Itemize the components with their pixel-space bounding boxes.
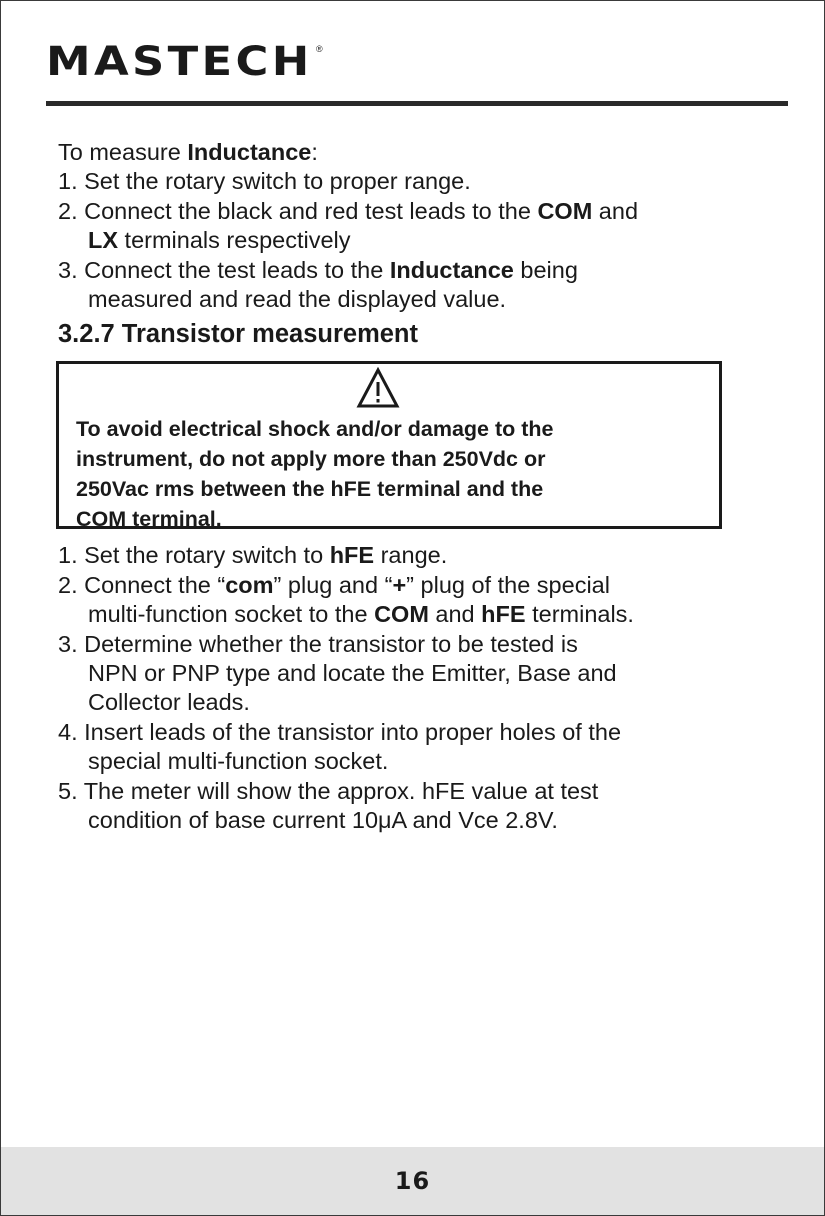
step-text: terminals.	[525, 601, 634, 628]
registered-mark: ®	[316, 44, 323, 54]
step-text: 3. Connect the test leads to the	[58, 256, 390, 283]
step-text: and	[428, 601, 482, 628]
step-bold: COM	[537, 197, 593, 224]
step-bold: com	[225, 571, 274, 598]
step-text: 1. Set the rotary switch to	[58, 542, 330, 569]
transistor-instructions	[58, 541, 758, 835]
intro-colon: :	[311, 139, 318, 165]
step-text: 2. Connect the black and red test leads to the	[58, 197, 538, 224]
transistor-step-3-cont: Collector leads.	[88, 689, 250, 716]
warning-line: COM terminal.	[76, 507, 222, 532]
warning-line: To avoid electrical shock and/or damage to the	[76, 417, 554, 442]
step-text: multi-function socket to the	[88, 601, 375, 628]
inductance-step-1: 1. Set the rotary switch to proper range.	[58, 168, 471, 195]
inductance-step-3-cont: measured and read the displayed value.	[88, 286, 507, 313]
step-text: range.	[374, 542, 448, 569]
step-text: 2. Connect the “	[58, 571, 226, 598]
transistor-step-5-cont: condition of base current 10μA and Vce 2.8V.	[88, 807, 558, 834]
brand-logo	[46, 40, 323, 84]
inductance-intro	[58, 138, 758, 167]
header-rule	[46, 101, 788, 106]
inductance-step-3	[58, 256, 758, 285]
inductance-step-2-cont	[58, 226, 758, 255]
step-bold: hFE	[481, 601, 526, 628]
intro-text: To measure	[58, 139, 188, 165]
step-text: ” plug and “	[273, 571, 393, 598]
transistor-step-1	[58, 541, 758, 570]
transistor-step-3: 3. Determine whether the transistor to be tested is	[58, 630, 578, 657]
step-bold: Inductance	[389, 256, 514, 283]
transistor-step-3-cont: NPN or PNP type and locate the Emitter, Base and	[88, 660, 617, 687]
page-number: 16	[394, 1167, 431, 1195]
warning-box	[56, 361, 722, 532]
step-text: ” plug of the special	[406, 571, 610, 598]
warning-line: instrument, do not apply more than 250Vdc or	[76, 447, 546, 472]
intro-bold: Inductance	[187, 139, 312, 165]
step-bold: LX	[88, 227, 119, 254]
transistor-step-2-cont	[58, 600, 758, 629]
brand-name: MASTECH	[46, 39, 313, 85]
transistor-step-4-cont: special multi-function socket.	[88, 748, 389, 775]
step-text: and	[592, 197, 639, 224]
transistor-step-2	[58, 571, 758, 600]
warning-line: 250Vac rms between the hFE terminal and the	[76, 477, 544, 502]
step-bold: hFE	[329, 542, 375, 569]
warning-text	[76, 414, 716, 534]
section-heading: 3.2.7 Transistor measurement	[58, 320, 419, 349]
inductance-step-2	[58, 197, 758, 226]
step-bold: COM	[374, 601, 429, 628]
transistor-step-4: 4. Insert leads of the transistor into proper holes of the	[58, 718, 622, 745]
page-content	[58, 138, 758, 836]
inductance-instructions	[58, 138, 758, 314]
footer-bar	[1, 1147, 824, 1215]
warning-triangle-icon	[356, 367, 400, 409]
step-text: terminals respectively	[118, 227, 351, 254]
transistor-step-5: 5. The meter will show the approx. hFE value at test	[58, 777, 599, 804]
step-bold: +	[392, 571, 407, 598]
step-text: being	[513, 256, 578, 283]
